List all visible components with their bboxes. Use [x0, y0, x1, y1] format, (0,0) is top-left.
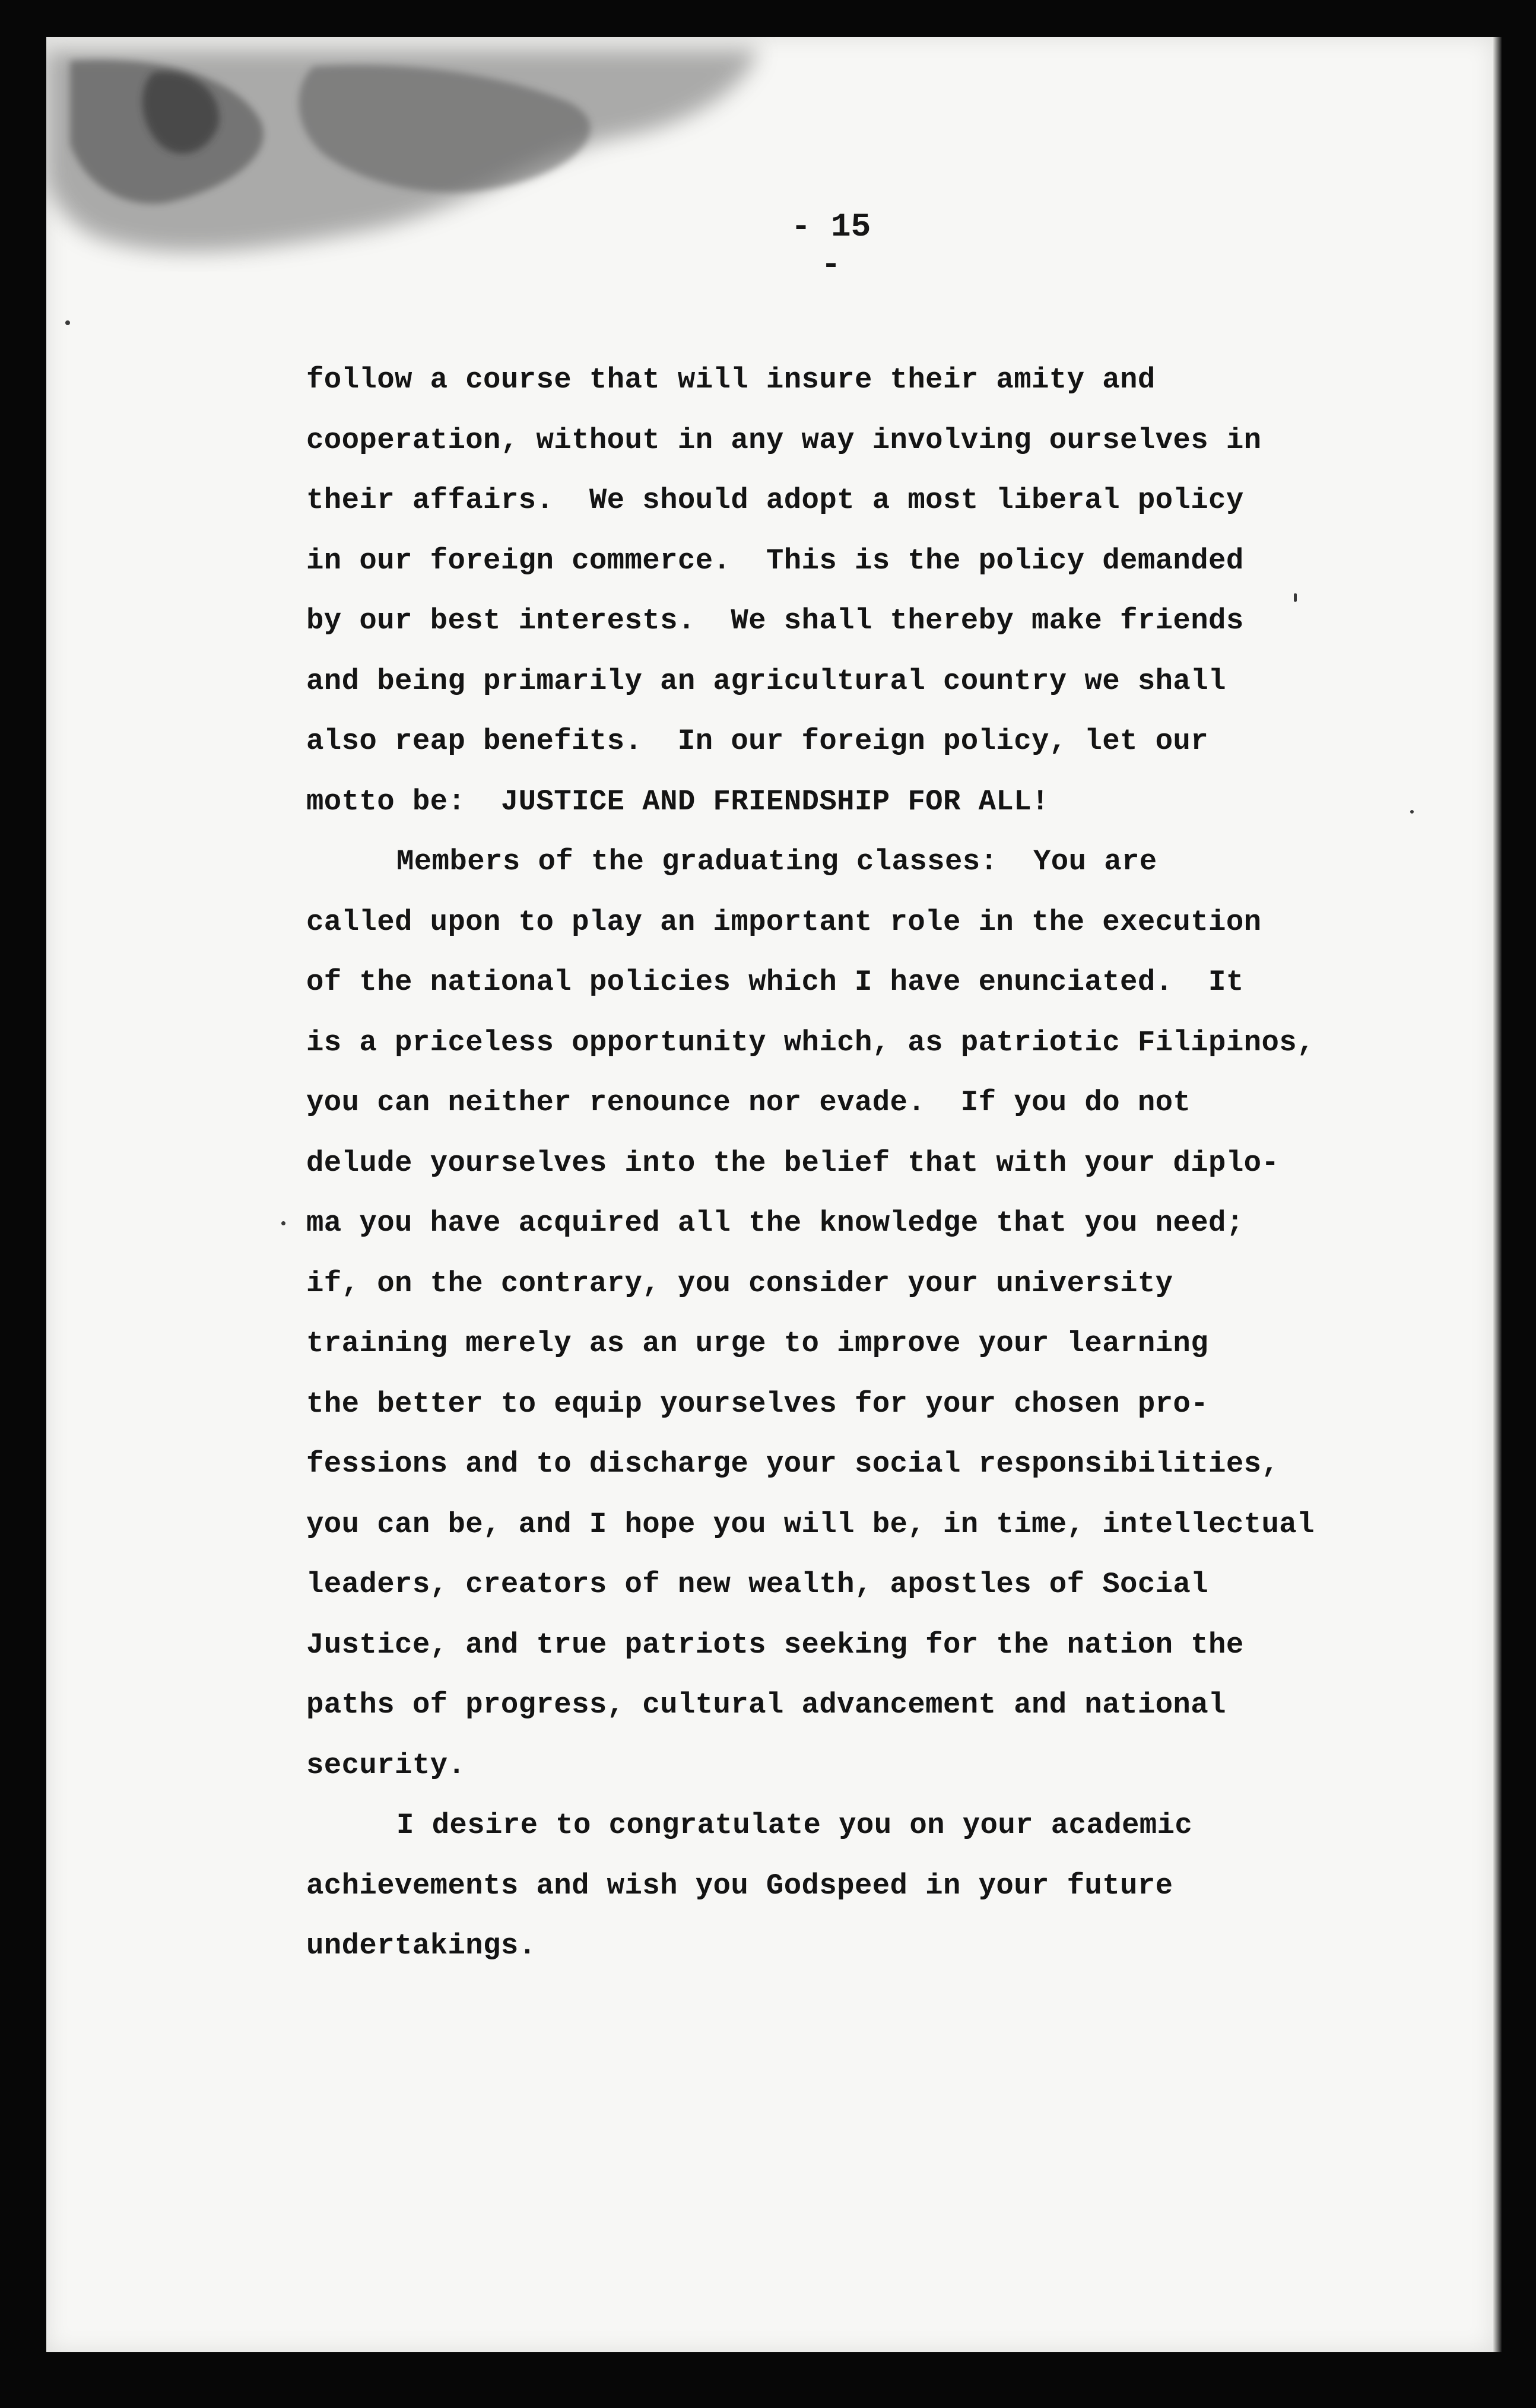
text-line: undertakings. — [306, 1929, 537, 1962]
text-line: the better to equip yourselves for your chosen pro- — [306, 1387, 1209, 1421]
scan-smudge — [46, 37, 818, 286]
text-line: and being primarily an agricultural country we shall — [306, 664, 1226, 698]
text-line: cooperation, without in any way involving ourselves in — [306, 423, 1262, 457]
text-line: in our foreign commerce. This is the policy demanded — [306, 544, 1244, 577]
text-line: security. — [306, 1748, 466, 1782]
dust-speck — [281, 1221, 285, 1225]
paragraph-start-line: I desire to congratulate you on your academic — [396, 1809, 1193, 1842]
text-line: motto be: JUSTICE AND FRIENDSHIP FOR ALL! — [306, 784, 1049, 818]
text-line: achievements and wish you Godspeed in your future — [306, 1869, 1173, 1902]
text-line: leaders, creators of new wealth, apostles of Social — [306, 1568, 1209, 1601]
text-line: paths of progress, cultural advancement and national — [306, 1688, 1226, 1721]
dust-speck — [65, 320, 70, 325]
text-line: is a priceless opportunity which, as patriotic Filipinos, — [306, 1025, 1315, 1059]
paragraph-start-line: Members of the graduating classes: You are — [396, 845, 1157, 878]
text-line: Justice, and true patriots seeking for the nation the — [306, 1628, 1244, 1662]
text-line: follow a course that will insure their amity and — [306, 363, 1156, 396]
text-line: also reap benefits. In our foreign policy, let our — [306, 725, 1209, 758]
text-line: fessions and to discharge your social responsibilities, — [306, 1447, 1280, 1481]
text-line: delude yourselves into the belief that with your diplo- — [306, 1146, 1280, 1180]
text-line: you can be, and I hope you will be, in time, intellectual — [306, 1507, 1315, 1541]
dust-speck — [1294, 593, 1297, 602]
text-line: if, on the contrary, you consider your university — [306, 1266, 1173, 1300]
paper-edge — [1493, 37, 1502, 2352]
text-line: of the national policies which I have enunciated. It — [306, 965, 1244, 999]
text-line: you can neither renounce nor evade. If you do not — [306, 1086, 1191, 1119]
text-line: by our best interests. We shall thereby make friends — [306, 604, 1244, 637]
text-line: ma you have acquired all the knowledge that you need; — [306, 1206, 1244, 1240]
text-line: their affairs. We should adopt a most liberal policy — [306, 484, 1244, 517]
dust-speck — [1410, 810, 1414, 814]
document-body — [306, 350, 1375, 1977]
page-number: - 15 - — [791, 208, 871, 284]
text-line: training merely as an urge to improve your learning — [306, 1327, 1209, 1360]
text-line: called upon to play an important role in the execution — [306, 905, 1262, 939]
